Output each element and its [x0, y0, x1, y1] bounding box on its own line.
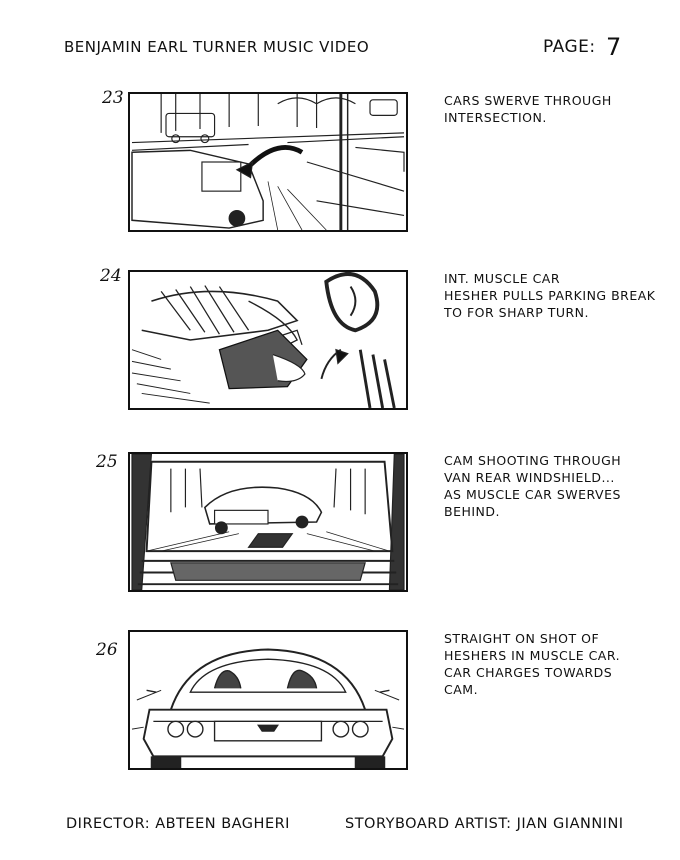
director-credit: DIRECTOR: ABTEEN BAGHERI	[66, 816, 290, 832]
panel-number: 26	[96, 640, 118, 660]
storyboard-frame-24	[128, 270, 408, 410]
panel-number: 24	[100, 266, 122, 286]
page-label: PAGE:	[543, 37, 596, 57]
panel-description: CARS SWERVE THROUGH INTERSECTION.	[444, 93, 612, 125]
muscle-car-front-sketch	[130, 632, 406, 768]
page-number: 7	[606, 33, 622, 61]
rear-windshield-sketch	[130, 454, 406, 590]
storyboard-frame-23	[128, 92, 408, 232]
document-title: BENJAMIN EARL TURNER MUSIC VIDEO	[64, 38, 370, 56]
panel-number: 25	[96, 452, 118, 472]
storyboard-artist-credit: STORYBOARD ARTIST: JIAN GIANNINI	[345, 816, 624, 832]
panel-number: 23	[102, 88, 124, 108]
panel-description: STRAIGHT ON SHOT OF HESHERS IN MUSCLE CAR. CAR CHARGES TOWARDS CAM.	[444, 631, 621, 697]
parking-brake-sketch	[130, 272, 406, 408]
panel-description: INT. MUSCLE CAR HESHER PULLS PARKING BREAK TO FOR SHARP TURN.	[444, 271, 656, 320]
storyboard-frame-26	[128, 630, 408, 770]
storyboard-frame-25	[128, 452, 408, 592]
panel-description: CAM SHOOTING THROUGH VAN REAR WINDSHIELD... AS MUSCLE CAR SWERVES BEHIND.	[444, 453, 622, 519]
intersection-sketch	[130, 94, 406, 230]
